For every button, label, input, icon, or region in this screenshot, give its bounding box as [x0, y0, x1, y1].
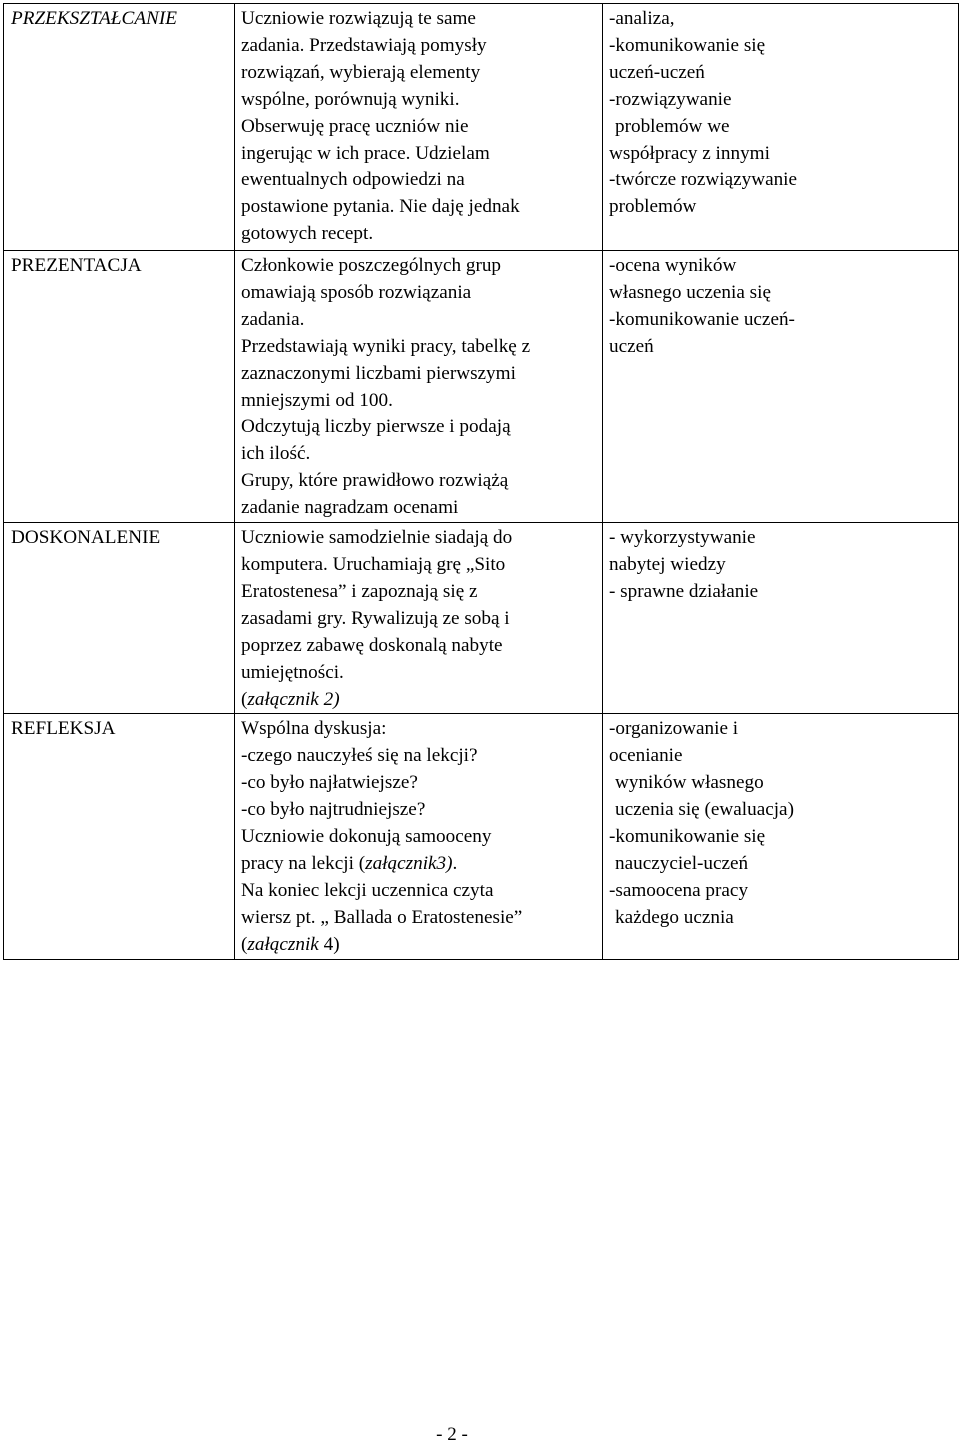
activities-cell — [235, 523, 603, 714]
competence-line: -rozwiązywanie — [609, 88, 732, 110]
activity-line: omawiają sposób rozwiązania — [241, 281, 472, 303]
activity-line: Odczytują liczby pierwsze i podają — [241, 416, 511, 438]
activity-line: zadanie nagradzam ocenami — [241, 497, 459, 519]
activity-line: komputera. Uruchamiają grę „Sito — [241, 553, 506, 575]
activity-line: Uczniowie dokonują samooceny — [241, 826, 492, 848]
activity-line: zadania. Przedstawiają pomysły — [241, 34, 487, 56]
activity-line: Przedstawiają wyniki pracy, tabelkę z — [241, 335, 531, 357]
attachment-suffix: . — [452, 852, 458, 874]
activity-line: mniejszymi od 100. — [241, 389, 393, 411]
page-number: - 2 - — [436, 1424, 468, 1445]
activity-line: ingerując w ich prace. Udzielam — [241, 142, 490, 164]
competence-line: uczenia się (ewaluacja) — [615, 799, 794, 821]
activity-line: -co było najtrudniejsze? — [241, 799, 426, 821]
lesson-plan-table — [3, 3, 959, 960]
table-row — [4, 251, 959, 523]
activity-line: poprzez zabawę doskonalą nabyte — [241, 634, 503, 656]
competence-line: wyników własnego — [615, 772, 764, 794]
competence-line: własnego uczenia się — [609, 281, 771, 303]
competence-line: -twórcze rozwiązywanie — [609, 169, 798, 191]
competence-line: -analiza, — [609, 8, 675, 29]
activity-line: Uczniowie samodzielnie siadają do — [241, 527, 513, 549]
table-row — [4, 4, 959, 251]
competence-line: -ocena wyników — [609, 255, 737, 276]
competences-cell — [603, 251, 959, 523]
competence-line: - wykorzystywanie — [609, 527, 756, 549]
competence-line: każdego ucznia — [615, 906, 734, 928]
competence-line: ocenianie — [609, 745, 683, 767]
competence-line: współpracy z innymi — [609, 142, 770, 164]
attachment-word: załącznik — [247, 933, 319, 955]
phase-name: DOSKONALENIE — [11, 527, 161, 549]
competence-line: -organizowanie i — [609, 718, 739, 740]
activity-line: ewentualnych odpowiedzi na — [241, 169, 465, 191]
phase-cell — [4, 4, 235, 251]
competences-cell — [603, 714, 959, 959]
activities-cell — [235, 4, 603, 251]
attachment-word: załącznik 2) — [247, 688, 340, 710]
phase-name: PREZENTACJA — [11, 255, 142, 276]
activity-line: Wspólna dyskusja: — [241, 718, 387, 740]
competences-cell — [603, 4, 959, 251]
competence-line: - sprawne działanie — [609, 580, 759, 602]
activity-line: zasadami gry. Rywalizują ze sobą i — [241, 607, 510, 629]
activity-line: umiejętności. — [241, 661, 344, 683]
competence-line: -komunikowanie uczeń- — [609, 308, 795, 330]
attachment-paren: ( — [241, 688, 248, 710]
competence-line: problemów — [609, 196, 697, 218]
activity-line: rozwiązań, wybierają elementy — [241, 61, 481, 83]
table-row — [4, 714, 959, 959]
competence-line: -komunikowanie się — [609, 34, 766, 56]
attachment-suffix: 4) — [318, 933, 340, 955]
attachment-reference — [241, 687, 596, 714]
attachment-paren: ( — [241, 933, 248, 955]
activity-line: Na koniec lekcji uczennica czyta — [241, 879, 494, 901]
attachment-prefix: pracy na lekcji ( — [241, 852, 366, 874]
activity-line: Eratostenesa” i zapoznają się z — [241, 580, 478, 602]
activity-line: gotowych recept. — [241, 223, 374, 245]
phase-name: PRZEKSZTAŁCANIE — [11, 8, 177, 29]
activity-line: Członkowie poszczególnych grup — [241, 255, 502, 276]
phase-cell — [4, 523, 235, 714]
activity-line: Obserwuję pracę uczniów nie — [241, 115, 469, 137]
activity-line: Grupy, które prawidłowo rozwiążą — [241, 470, 509, 492]
activities-cell — [235, 714, 603, 959]
competence-line: uczeń — [609, 335, 654, 357]
activity-line: postawione pytania. Nie daję jednak — [241, 196, 520, 218]
attachment-reference — [241, 851, 596, 878]
competence-line: -komunikowanie się — [609, 826, 766, 848]
activity-line: -czego nauczyłeś się na lekcji? — [241, 745, 478, 767]
competence-line: nauczyciel-uczeń — [615, 852, 749, 874]
phase-cell — [4, 251, 235, 523]
competence-line: -samoocena pracy — [609, 879, 749, 901]
table-row — [4, 523, 959, 714]
attachment-word: załącznik3) — [365, 852, 453, 874]
activity-line: -co było najłatwiejsze? — [241, 772, 418, 794]
activity-line: zadania. — [241, 308, 305, 330]
phase-cell — [4, 714, 235, 959]
competences-cell — [603, 523, 959, 714]
activity-line: wspólne, porównują wyniki. — [241, 88, 460, 110]
activity-line: Uczniowie rozwiązują te same — [241, 8, 476, 29]
phase-name: REFLEKSJA — [11, 718, 116, 740]
activities-cell — [235, 251, 603, 523]
activity-line: zaznaczonymi liczbami pierwszymi — [241, 362, 516, 384]
competence-line: nabytej wiedzy — [609, 553, 726, 575]
competence-line: uczeń-uczeń — [609, 61, 705, 83]
activity-line: ich ilość. — [241, 443, 311, 465]
attachment-reference — [241, 932, 596, 959]
competence-line: problemów we — [615, 115, 730, 137]
activity-line: wiersz pt. „ Ballada o Eratostenesie” — [241, 906, 523, 928]
